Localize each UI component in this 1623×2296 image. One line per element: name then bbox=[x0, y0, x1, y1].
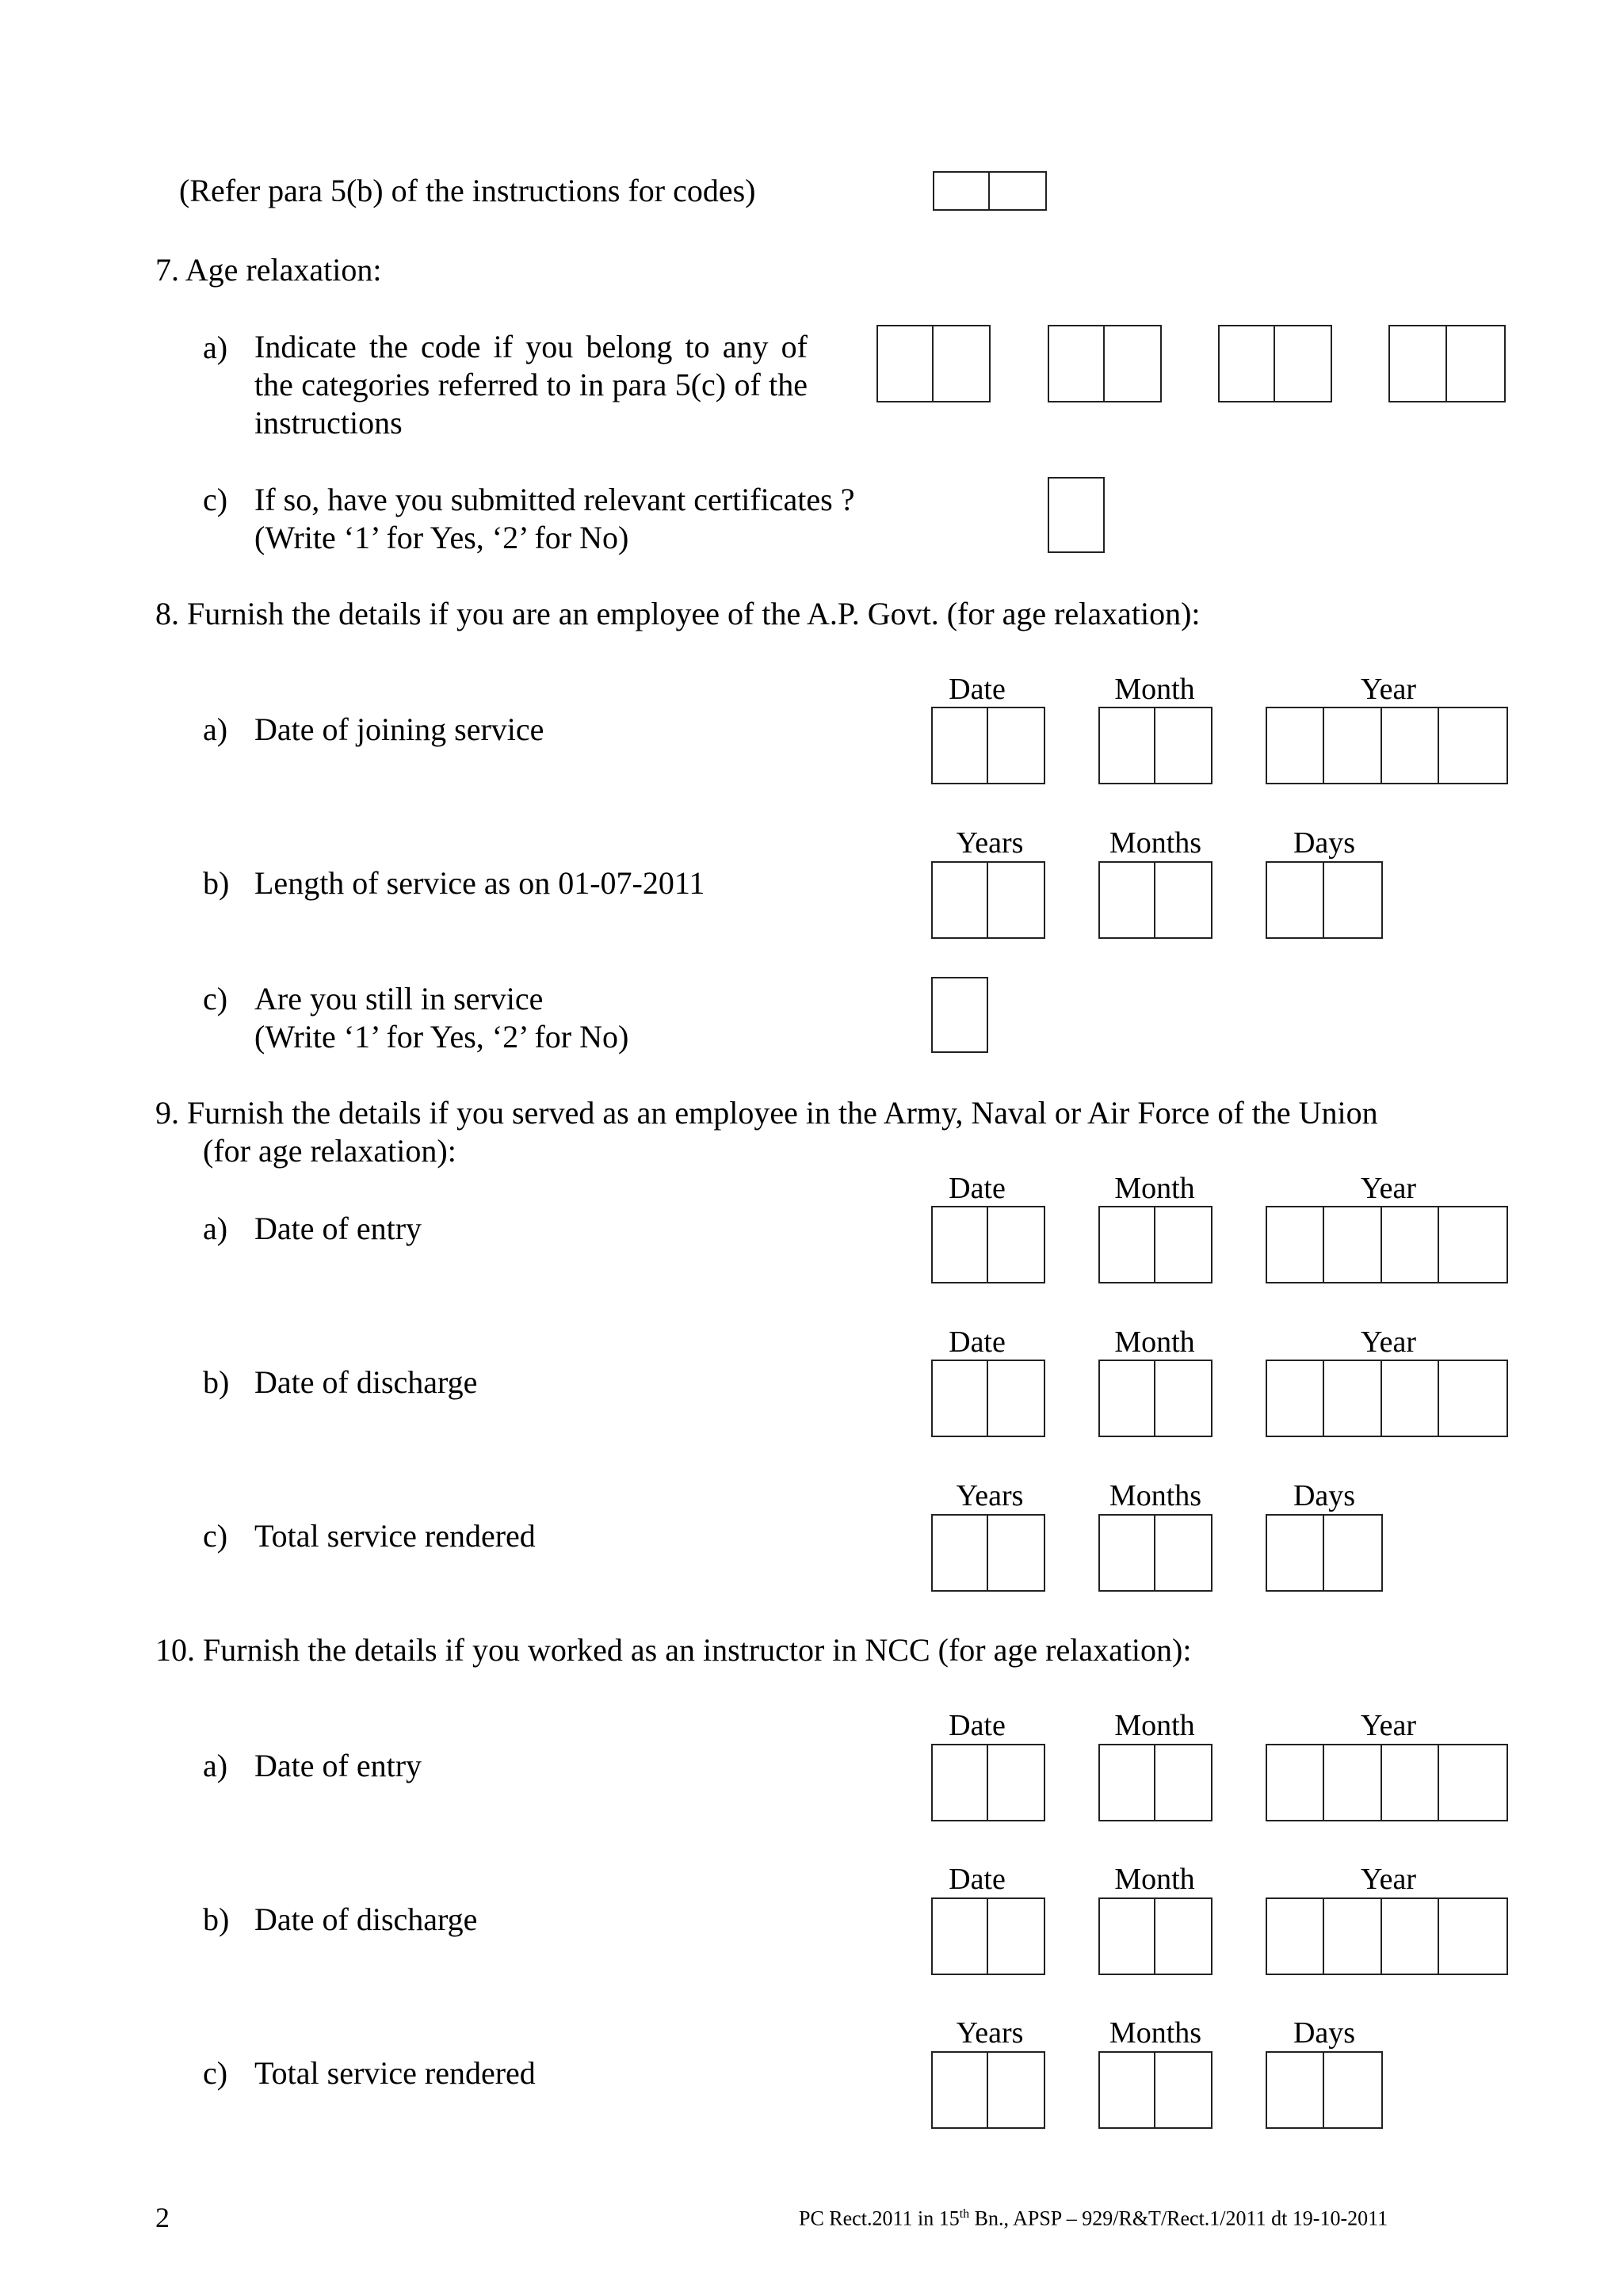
total-service-years-box[interactable] bbox=[931, 1514, 1045, 1592]
entry-date-month-box[interactable] bbox=[1098, 1206, 1212, 1283]
q10c-marker: c) bbox=[203, 2055, 228, 2091]
footer-ref-post: Bn., APSP – 929/R&T/Rect.1/2011 dt 19-10-2011 bbox=[969, 2206, 1388, 2230]
q8a-marker: a) bbox=[203, 711, 228, 747]
category-code-box-3[interactable] bbox=[1218, 325, 1332, 402]
days-label: Days bbox=[1293, 1479, 1356, 1512]
footer-reference bbox=[799, 2196, 1388, 2237]
ncc-discharge-day-box[interactable] bbox=[931, 1897, 1045, 1975]
q9c-marker: c) bbox=[203, 1518, 228, 1554]
code-box[interactable] bbox=[933, 171, 1047, 211]
date-label: Date bbox=[949, 1709, 1006, 1742]
q9a-text: Date of entry bbox=[254, 1211, 422, 1246]
q9-heading-line1: 9. Furnish the details if you served as an employee in the Army, Naval or Air Force of the Union bbox=[155, 1095, 1378, 1131]
certificates-submitted-box[interactable] bbox=[1048, 477, 1105, 553]
q10a-text: Date of entry bbox=[254, 1748, 422, 1783]
year-label: Year bbox=[1360, 1863, 1417, 1896]
q10b-marker: b) bbox=[203, 1901, 230, 1937]
ncc-entry-year-box[interactable] bbox=[1266, 1744, 1508, 1821]
service-months-box[interactable] bbox=[1098, 861, 1212, 939]
q8-heading: 8. Furnish the details if you are an employee of the A.P. Govt. (for age relaxation): bbox=[155, 596, 1201, 631]
q7c-line2: (Write ‘1’ for Yes, ‘2’ for No) bbox=[254, 520, 629, 555]
month-label: Month bbox=[1114, 673, 1195, 706]
q8b-text: Length of service as on 01-07-2011 bbox=[254, 865, 705, 901]
year-label: Year bbox=[1360, 673, 1417, 706]
footer-ref-sup: th bbox=[959, 2207, 970, 2221]
category-code-box-4[interactable] bbox=[1388, 325, 1506, 402]
q10b-text: Date of discharge bbox=[254, 1901, 478, 1937]
q10-heading: 10. Furnish the details if you worked as an instructor in NCC (for age relaxation): bbox=[155, 1632, 1192, 1668]
total-service-months-box[interactable] bbox=[1098, 1514, 1212, 1592]
ncc-entry-month-box[interactable] bbox=[1098, 1744, 1212, 1821]
ncc-service-months-box[interactable] bbox=[1098, 2051, 1212, 2129]
entry-date-year-box[interactable] bbox=[1266, 1206, 1508, 1283]
discharge-date-month-box[interactable] bbox=[1098, 1360, 1212, 1437]
joining-date-month-box[interactable] bbox=[1098, 707, 1212, 784]
days-label: Days bbox=[1293, 826, 1356, 860]
page-number: 2 bbox=[155, 2202, 170, 2233]
months-label: Months bbox=[1109, 1479, 1202, 1512]
total-service-days-box[interactable] bbox=[1266, 1514, 1383, 1592]
date-label: Date bbox=[949, 1325, 1006, 1359]
month-label: Month bbox=[1114, 1709, 1195, 1742]
discharge-date-day-box[interactable] bbox=[931, 1360, 1045, 1437]
q10a-marker: a) bbox=[203, 1748, 228, 1783]
service-days-box[interactable] bbox=[1266, 861, 1383, 939]
category-code-box-1[interactable] bbox=[876, 325, 991, 402]
years-label: Years bbox=[956, 2016, 1024, 2050]
month-label: Month bbox=[1114, 1172, 1195, 1205]
joining-date-day-box[interactable] bbox=[931, 707, 1045, 784]
q8c-line1: Are you still in service bbox=[254, 981, 544, 1016]
date-label: Date bbox=[949, 1863, 1006, 1896]
q9b-marker: b) bbox=[203, 1364, 230, 1400]
q9c-text: Total service rendered bbox=[254, 1518, 536, 1554]
months-label: Months bbox=[1109, 826, 1202, 860]
category-code-box-2[interactable] bbox=[1048, 325, 1162, 402]
footer-ref-pre: PC Rect.2011 in 15 bbox=[799, 2206, 960, 2230]
month-label: Month bbox=[1114, 1863, 1195, 1896]
joining-date-year-box[interactable] bbox=[1266, 707, 1508, 784]
q8b-marker: b) bbox=[203, 865, 230, 901]
discharge-date-year-box[interactable] bbox=[1266, 1360, 1508, 1437]
q7a-text: Indicate the code if you belong to any of the categories referred to in para 5(c) of the instructions bbox=[254, 329, 808, 441]
ncc-discharge-month-box[interactable] bbox=[1098, 1897, 1212, 1975]
q9-heading-line2: (for age relaxation): bbox=[203, 1133, 456, 1169]
q7c-line1: If so, have you submitted relevant certificates ? bbox=[254, 482, 855, 517]
months-label: Months bbox=[1109, 2016, 1202, 2050]
year-label: Year bbox=[1360, 1709, 1417, 1742]
year-label: Year bbox=[1360, 1172, 1417, 1205]
years-label: Years bbox=[956, 1479, 1024, 1512]
date-label: Date bbox=[949, 673, 1006, 706]
ncc-entry-day-box[interactable] bbox=[931, 1744, 1045, 1821]
refer-codes-text: (Refer para 5(b) of the instructions for codes) bbox=[179, 173, 756, 208]
entry-date-day-box[interactable] bbox=[931, 1206, 1045, 1283]
q7a-marker: a) bbox=[203, 330, 228, 365]
ncc-discharge-year-box[interactable] bbox=[1266, 1897, 1508, 1975]
date-label: Date bbox=[949, 1172, 1006, 1205]
years-label: Years bbox=[956, 826, 1024, 860]
q7-heading: 7. Age relaxation: bbox=[155, 252, 382, 288]
year-label: Year bbox=[1360, 1325, 1417, 1359]
q8c-marker: c) bbox=[203, 981, 228, 1016]
q8a-text: Date of joining service bbox=[254, 711, 544, 747]
month-label: Month bbox=[1114, 1325, 1195, 1359]
service-years-box[interactable] bbox=[931, 861, 1045, 939]
q8c-line2: (Write ‘1’ for Yes, ‘2’ for No) bbox=[254, 1019, 629, 1055]
still-in-service-box[interactable] bbox=[931, 977, 988, 1053]
q10c-text: Total service rendered bbox=[254, 2055, 536, 2091]
ncc-service-days-box[interactable] bbox=[1266, 2051, 1383, 2129]
days-label: Days bbox=[1293, 2016, 1356, 2050]
q9b-text: Date of discharge bbox=[254, 1364, 478, 1400]
q7c-marker: c) bbox=[203, 482, 228, 517]
ncc-service-years-box[interactable] bbox=[931, 2051, 1045, 2129]
q9a-marker: a) bbox=[203, 1211, 228, 1246]
